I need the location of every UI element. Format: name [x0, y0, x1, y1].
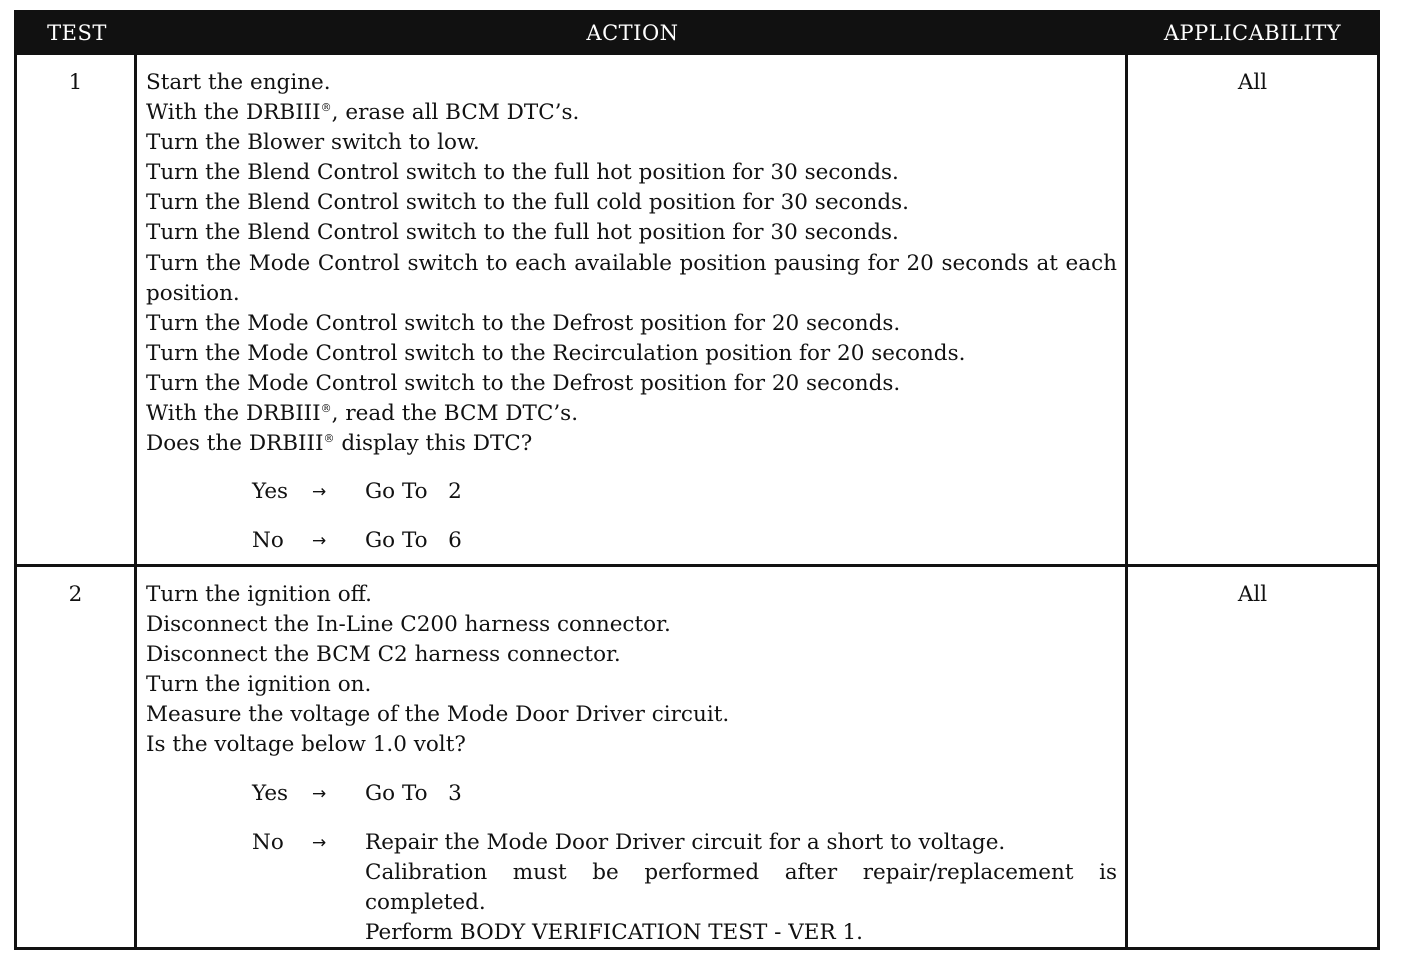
arrow-right-icon: → [312, 783, 327, 804]
action-step: Disconnect the In-Line C200 harness connector. [146, 612, 671, 638]
outcome-yes [146, 779, 1117, 809]
action-step: Turn the Blower switch to low. [146, 130, 480, 156]
action-step: Turn the Mode Control switch to the Defrost position for 20 seconds. [146, 310, 901, 336]
action-step: Turn the Mode Control switch to each available position pausing for 20 seconds at each position. [146, 250, 1117, 306]
action-step: With the DRBIII®, erase all BCM DTC’s. [146, 100, 580, 126]
outcome-result: Go To 6 [365, 528, 462, 554]
outcome-answer: Yes [252, 479, 289, 505]
outcome-no [146, 526, 1117, 556]
action-step: Does the DRBIII® display this DTC? [146, 431, 533, 457]
registered-mark: ® [320, 101, 332, 115]
outcome-result: Go To 3 [365, 780, 462, 806]
action-step: Start the engine. [146, 70, 331, 95]
action-step: With the DRBIII®, read the BCM DTC’s. [146, 401, 579, 427]
test-number: 1 [17, 52, 137, 564]
arrow-right-icon: → [312, 531, 327, 552]
applicability-value: All [1128, 564, 1377, 948]
applicability-value: All [1128, 52, 1377, 564]
action-step: Measure the voltage of the Mode Door Driver circuit. [146, 702, 730, 728]
action-step: Turn the Blend Control switch to the full cold position for 30 seconds. [146, 190, 910, 216]
result-line: Repair the Mode Door Driver circuit for a short to voltage. [365, 829, 1006, 855]
action-step: Turn the Mode Control switch to the Recirculation position for 20 seconds. [146, 340, 966, 366]
action-step: Turn the Blend Control switch to the full hot position for 30 seconds. [146, 220, 899, 246]
outcome-result: Go To 2 [365, 479, 462, 505]
outcome-yes [146, 477, 1117, 507]
registered-mark: ® [320, 402, 332, 416]
header-applicability: APPLICABILITY [1128, 13, 1377, 52]
action-step: Turn the Blend Control switch to the full hot position for 30 seconds. [146, 160, 899, 186]
header-action: ACTION [137, 13, 1128, 52]
test-number: 2 [17, 564, 137, 948]
diagnostic-test-table [14, 10, 1380, 950]
outcome-answer: No [252, 528, 284, 554]
arrow-right-icon: → [312, 832, 327, 853]
action-step: Turn the Mode Control switch to the Defrost position for 20 seconds. [146, 370, 901, 396]
result-line: Calibration must be performed after repair/replacement is completed. [365, 859, 1117, 915]
header-test: TEST [17, 13, 137, 52]
action-steps [137, 564, 1128, 948]
action-steps [137, 52, 1128, 564]
result-line: Perform BODY VERIFICATION TEST - VER 1. [365, 919, 864, 945]
action-step: Is the voltage below 1.0 volt? [146, 732, 466, 758]
outcome-result [365, 828, 1117, 948]
action-step: Turn the ignition on. [146, 672, 372, 698]
arrow-right-icon: → [312, 482, 327, 503]
action-step: Disconnect the BCM C2 harness connector. [146, 642, 621, 668]
outcome-no [146, 828, 1117, 948]
action-step: Turn the ignition off. [146, 582, 372, 607]
outcome-answer: Yes [252, 780, 289, 806]
registered-mark: ® [323, 432, 335, 446]
outcome-answer: No [252, 829, 284, 855]
